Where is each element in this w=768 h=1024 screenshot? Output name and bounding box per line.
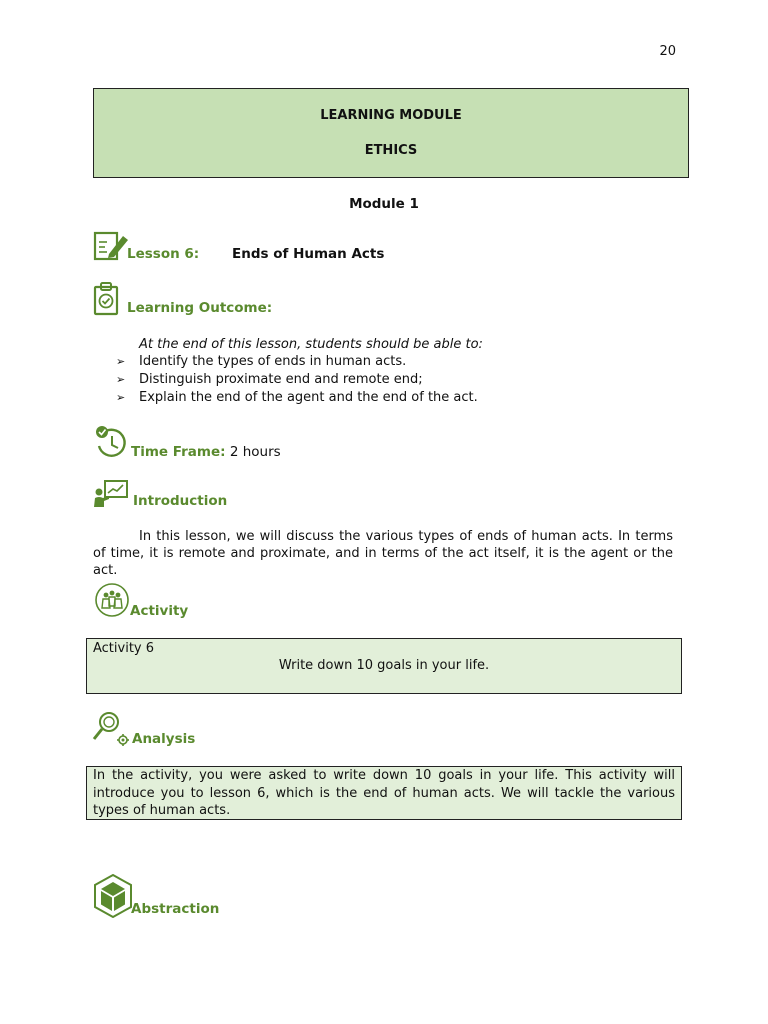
magnifier-gear-icon bbox=[92, 710, 132, 748]
list-item: ➢ Identify the types of ends in human acts. bbox=[116, 354, 407, 369]
module-title: Module 1 bbox=[349, 196, 419, 212]
lesson-label: Lesson 6: bbox=[127, 246, 200, 262]
bullet-arrow-icon: ➢ bbox=[116, 355, 126, 368]
page-number: 20 bbox=[659, 44, 676, 59]
activity-label: Activity bbox=[130, 603, 189, 619]
bullet-arrow-icon: ➢ bbox=[116, 373, 126, 386]
header-title: LEARNING MODULE bbox=[320, 108, 462, 123]
clock-check-icon bbox=[93, 424, 129, 460]
module-header-box bbox=[93, 88, 689, 178]
outcome-list bbox=[116, 353, 478, 407]
clipboard-check-icon bbox=[93, 282, 121, 316]
analysis-box bbox=[86, 766, 682, 820]
group-icon bbox=[94, 582, 130, 618]
analysis-label: Analysis bbox=[132, 731, 196, 747]
time-frame-label: Time Frame: bbox=[131, 444, 226, 460]
analysis-text: In the activity, you were asked to write down 10 goals in your life. This activity will introduce you to lesson 6, which is the end of human acts. We will tackle the various types of human acts. bbox=[93, 768, 675, 818]
time-frame-value: 2 hours bbox=[229, 444, 281, 460]
list-item: ➢ Explain the end of the agent and the end of the act. bbox=[116, 390, 478, 405]
cube-icon bbox=[93, 874, 133, 918]
activity-task: Write down 10 goals in your life. bbox=[278, 658, 490, 673]
activity-box bbox=[86, 638, 682, 694]
learning-outcome-label: Learning Outcome: bbox=[127, 300, 273, 316]
header-subject: ETHICS bbox=[364, 143, 418, 158]
activity-number: Activity 6 bbox=[93, 641, 155, 656]
lesson-title: Ends of Human Acts bbox=[232, 246, 385, 262]
outcome-intro: At the end of this lesson, students should be able to: bbox=[139, 337, 483, 352]
time-frame-row bbox=[131, 444, 281, 460]
introduction-label: Introduction bbox=[133, 493, 228, 509]
bullet-arrow-icon: ➢ bbox=[116, 391, 126, 404]
edit-document-icon bbox=[93, 230, 129, 262]
introduction-text: In this lesson, we will discuss the various types of ends of human acts. In terms of time, it is remote and proximate, and in terms of the act itself, it is the agent or the act. bbox=[93, 529, 673, 578]
presentation-icon bbox=[93, 480, 129, 508]
abstraction-label: Abstraction bbox=[131, 901, 220, 917]
list-item: ➢ Distinguish proximate end and remote end; bbox=[116, 372, 423, 387]
